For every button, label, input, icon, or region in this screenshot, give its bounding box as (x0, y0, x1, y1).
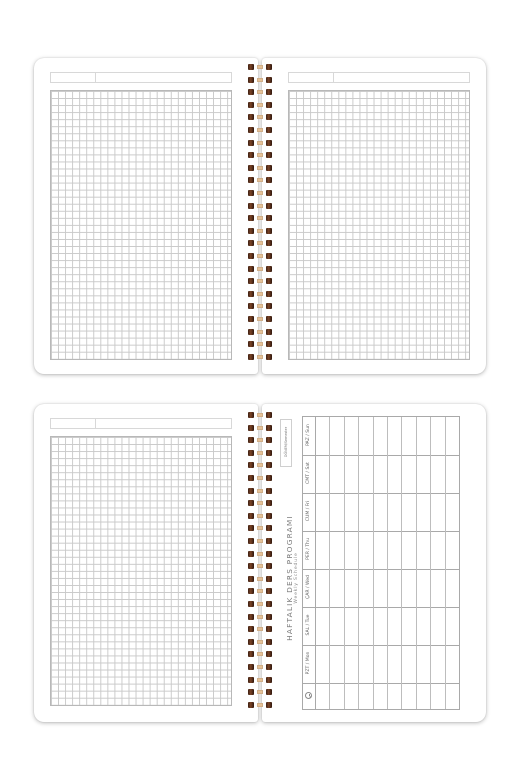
spiral-binding (246, 412, 274, 716)
spiral-coil (246, 664, 274, 670)
schedule-subtitle: Weekly Schedule (294, 552, 299, 604)
spiral-coil (246, 89, 274, 95)
page-header-box (288, 72, 470, 83)
semester-label: DÖNEM/Semester (284, 426, 288, 458)
page-header-box (50, 72, 232, 83)
spiral-coil (246, 278, 274, 284)
spiral-coil (246, 425, 274, 431)
schedule-slot-divider (344, 417, 345, 709)
spiral-coil (246, 190, 274, 196)
spiral-coil (246, 203, 274, 209)
schedule-slot-divider (445, 417, 446, 709)
spiral-coil (246, 266, 274, 272)
right-page-bottom (262, 404, 486, 722)
schedule-slot-divider (358, 417, 359, 709)
left-page-bottom (34, 404, 258, 722)
spiral-coil (246, 588, 274, 594)
schedule-slot-divider (329, 417, 330, 709)
spiral-coil (246, 165, 274, 171)
spiral-coil (246, 689, 274, 695)
spiral-coil (246, 215, 274, 221)
square-grid (50, 90, 232, 360)
spiral-coil (246, 538, 274, 544)
schedule-slot-divider (387, 417, 388, 709)
spiral-coil (246, 500, 274, 506)
schedule-slot-divider (416, 417, 417, 709)
clock-icon (305, 692, 312, 699)
square-grid (50, 436, 232, 706)
spiral-coil (246, 450, 274, 456)
schedule-row-divider (303, 645, 459, 646)
spiral-coil (246, 228, 274, 234)
spiral-coil (246, 576, 274, 582)
spiral-coil (246, 639, 274, 645)
spiral-coil (246, 240, 274, 246)
spiral-coil (246, 64, 274, 70)
spiral-coil (246, 354, 274, 360)
schedule-row-divider (303, 607, 459, 608)
schedule-row-divider (303, 455, 459, 456)
day-label: CUM / Fri (306, 500, 311, 522)
spiral-coil (246, 303, 274, 309)
spiral-coil (246, 677, 274, 683)
spiral-coil (246, 291, 274, 297)
spiral-binding (246, 64, 274, 368)
day-label: CMT / Sat (306, 462, 311, 484)
spiral-coil (246, 253, 274, 259)
left-page-top (34, 58, 258, 374)
schedule-slot-divider (401, 417, 402, 709)
spiral-coil (246, 462, 274, 468)
spiral-coil (246, 601, 274, 607)
spiral-coil (246, 702, 274, 708)
spiral-coil (246, 412, 274, 418)
schedule-title-column (276, 416, 298, 710)
schedule-row-divider (303, 493, 459, 494)
spiral-coil (246, 525, 274, 531)
spiral-coil (246, 614, 274, 620)
spiral-coil (246, 177, 274, 183)
spiral-coil (246, 114, 274, 120)
right-page-top (262, 58, 486, 374)
weekly-schedule (276, 416, 474, 710)
spiral-coil (246, 551, 274, 557)
day-label: PZT / Mon (306, 651, 311, 675)
spiral-coil (246, 329, 274, 335)
spiral-coil (246, 127, 274, 133)
square-grid (288, 90, 470, 360)
schedule-slot-divider (430, 417, 431, 709)
spiral-coil (246, 475, 274, 481)
spiral-coil (246, 513, 274, 519)
spiral-coil (246, 488, 274, 494)
spiral-coil (246, 77, 274, 83)
spiral-coil (246, 437, 274, 443)
schedule-row-divider (303, 531, 459, 532)
spiral-coil (246, 341, 274, 347)
spiral-coil (246, 152, 274, 158)
page-header-box (50, 418, 232, 429)
spiral-coil (246, 316, 274, 322)
spiral-coil (246, 626, 274, 632)
spiral-coil (246, 563, 274, 569)
spiral-coil (246, 140, 274, 146)
day-label: SAL / Tue (306, 614, 311, 636)
schedule-slot-divider (373, 417, 374, 709)
spiral-coil (246, 102, 274, 108)
day-label: ÇAR / Wed (306, 574, 311, 600)
schedule-title: HAFTALIK DERS PROGRAMI (285, 515, 294, 641)
day-label: PAZ / Sun (306, 424, 311, 446)
schedule-table (302, 416, 460, 710)
schedule-row-divider (303, 569, 459, 570)
day-label: PER / Thu (306, 538, 311, 560)
spiral-coil (246, 651, 274, 657)
schedule-row-divider (303, 683, 459, 684)
